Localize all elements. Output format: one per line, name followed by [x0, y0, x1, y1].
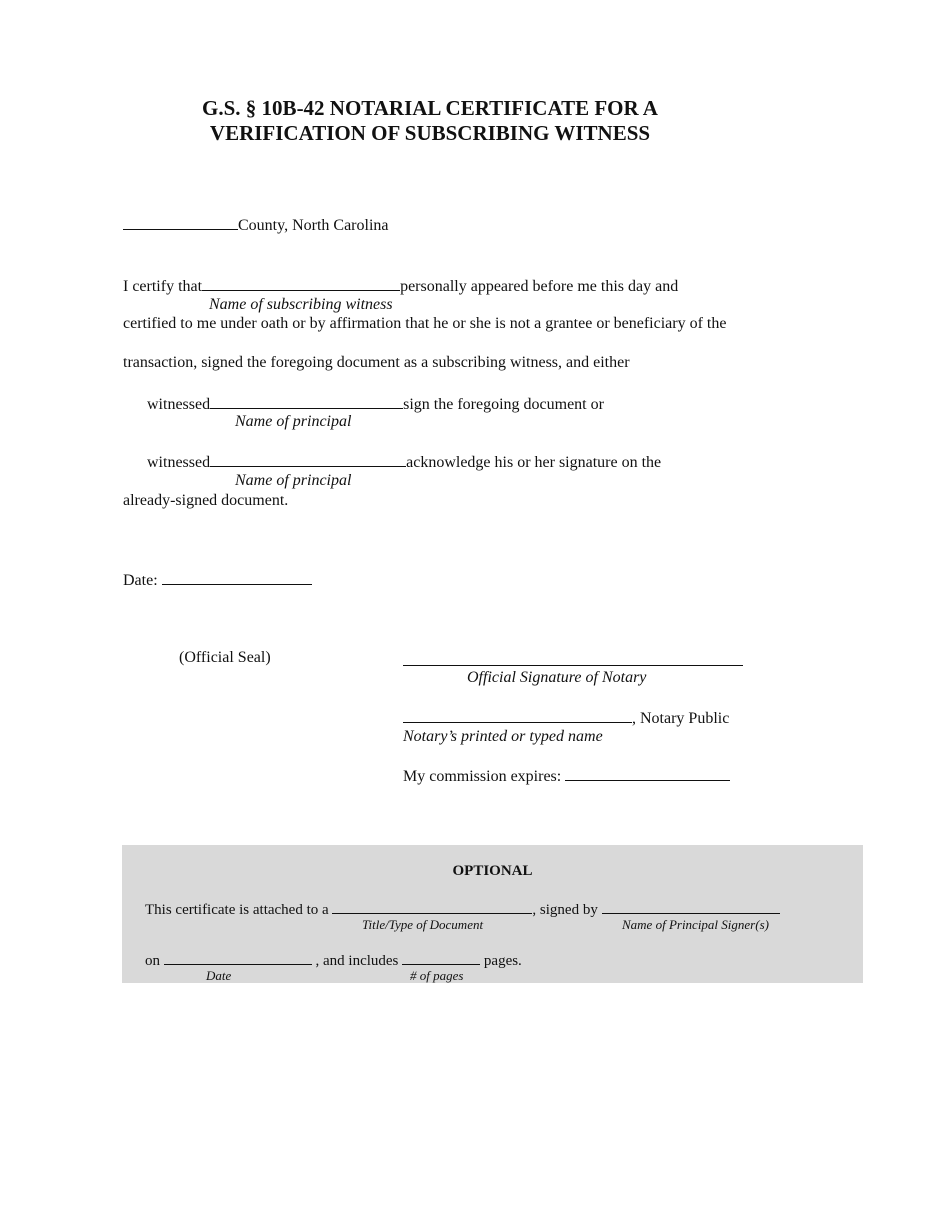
- official-seal-label: (Official Seal): [179, 649, 271, 666]
- commission-line: [403, 765, 730, 787]
- pages-label: pages.: [483, 953, 522, 969]
- date-line: [123, 569, 312, 591]
- option-2-line: [147, 451, 661, 473]
- includes-label: , and includes: [315, 953, 399, 969]
- certify-suffix: personally appeared before me this day and: [400, 278, 679, 295]
- option-2-prefix: witnessed: [147, 454, 211, 471]
- option-1-prefix: witnessed: [147, 396, 211, 413]
- subscribing-witness-blank[interactable]: [202, 275, 400, 291]
- notary-name-blank[interactable]: [403, 707, 632, 723]
- option-1-caption: Name of principal: [235, 413, 352, 430]
- date-pages-line: [145, 949, 522, 971]
- option-1-principal-blank[interactable]: [210, 393, 403, 409]
- notary-name-line: [403, 707, 729, 729]
- option-2-suffix: acknowledge his or her signature on the: [406, 454, 662, 471]
- certify-line: [123, 275, 678, 297]
- notary-signature-line[interactable]: [403, 665, 743, 666]
- optional-date-caption: Date: [206, 968, 232, 983]
- subscribing-witness-caption: Name of subscribing witness: [209, 296, 393, 313]
- certificate-title-line-1: G.S. § 10B-42 NOTARIAL CERTIFICATE FOR A: [202, 96, 658, 120]
- document-type-blank[interactable]: [332, 898, 532, 914]
- signed-by-label: , signed by: [532, 902, 598, 918]
- date-blank[interactable]: [162, 569, 312, 585]
- commission-blank[interactable]: [565, 765, 730, 781]
- option-2-caption: Name of principal: [235, 472, 352, 489]
- document-type-caption: Title/Type of Document: [362, 917, 484, 932]
- county-line: [123, 214, 389, 236]
- notary-public-label: , Notary Public: [632, 710, 730, 727]
- certify-line-3: transaction, signed the foregoing document as a subscribing witness, and either: [123, 354, 630, 371]
- notary-name-caption: Notary’s printed or typed name: [403, 728, 603, 745]
- county-label: County, North Carolina: [238, 217, 389, 234]
- page-count-blank[interactable]: [402, 949, 480, 965]
- notary-signature-caption: Official Signature of Notary: [467, 669, 647, 686]
- principal-signer-caption: Name of Principal Signer(s): [622, 917, 769, 932]
- option-1-suffix: sign the foregoing document or: [403, 396, 604, 413]
- certificate-title-line-2: VERIFICATION OF SUBSCRIBING WITNESS: [209, 121, 651, 145]
- on-label: on: [145, 953, 160, 969]
- certify-prefix: I certify that: [123, 278, 203, 295]
- option-2-continuation: already-signed document.: [123, 492, 289, 509]
- county-blank[interactable]: [123, 214, 238, 230]
- certify-line-2: certified to me under oath or by affirmation that he or she is not a grantee or beneficiary of the: [123, 315, 727, 332]
- optional-date-blank[interactable]: [164, 949, 312, 965]
- option-1-line: [147, 393, 604, 415]
- option-2-principal-blank[interactable]: [210, 451, 406, 467]
- optional-heading: OPTIONAL: [452, 863, 533, 879]
- optional-section: [122, 845, 863, 983]
- date-label: Date:: [123, 572, 158, 589]
- principal-signer-blank[interactable]: [602, 898, 780, 914]
- attached-prefix: This certificate is attached to a: [145, 902, 329, 918]
- page-count-caption: # of pages: [410, 968, 464, 983]
- commission-label: My commission expires:: [403, 768, 562, 785]
